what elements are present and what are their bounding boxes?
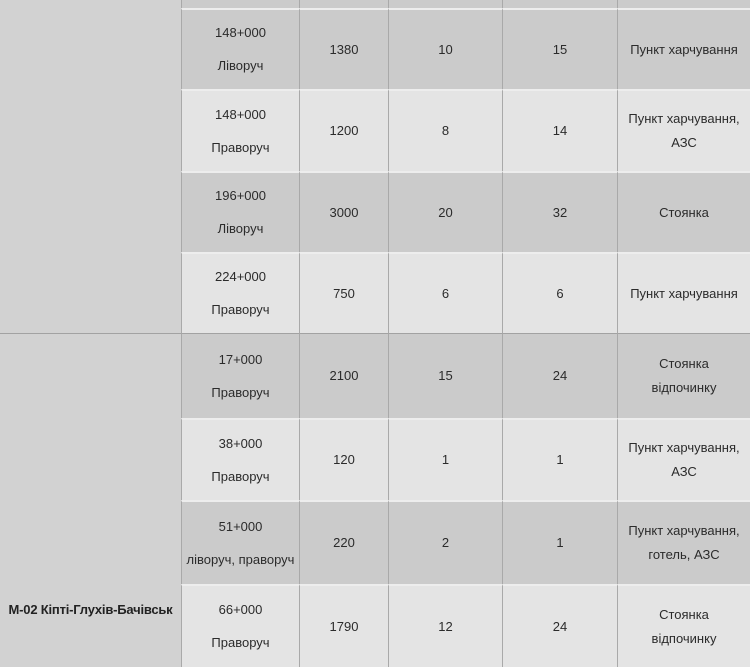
location-km: 224+000 [215, 269, 266, 284]
table-row-location [181, 418, 299, 500]
clipped-row-cell [181, 0, 299, 8]
table-row-location [181, 500, 299, 584]
road-cell-group-2: М-02 Кіпті-Глухів-Бачівськ [0, 333, 181, 667]
table-cell-n1: 120 [299, 418, 388, 500]
location-km: 148+000 [215, 106, 266, 122]
table-row-location [181, 89, 299, 171]
facility-line: Пункт харчування, [628, 440, 740, 455]
table-cell-n1: 750 [299, 252, 388, 333]
facility-line: АЗС [671, 464, 697, 479]
location-km: 66+000 [218, 602, 263, 617]
table-row-location [181, 171, 299, 252]
table-cell-n2: 8 [388, 89, 502, 171]
table-cell-facility [617, 584, 750, 667]
table-row-location [181, 584, 299, 667]
clipped-row-cell [617, 0, 750, 8]
location-side: Праворуч [211, 302, 270, 317]
table-cell-n1: 1790 [299, 584, 388, 667]
location-side: Праворуч [211, 635, 270, 650]
table-cell-facility [617, 89, 750, 171]
table-row-location [181, 252, 299, 333]
table-cell-n3: 6 [502, 252, 617, 333]
table-cell-n3: 1 [502, 500, 617, 584]
location-km: 51+000 [218, 518, 263, 534]
table-cell-n2: 6 [388, 252, 502, 333]
location-km: 196+000 [215, 188, 266, 203]
location-km: 148+000 [215, 25, 266, 40]
table-cell-facility [617, 171, 750, 252]
table-cell-facility [617, 252, 750, 333]
table-row-location [181, 333, 299, 418]
clipped-row-cell [388, 0, 502, 8]
facility-line: готель, АЗС [648, 547, 720, 562]
location-side: Праворуч [211, 139, 270, 155]
facility-line: АЗС [671, 135, 697, 150]
table-cell-n3: 24 [502, 584, 617, 667]
table-cell-facility [617, 8, 750, 89]
facility-line: Пункт харчування [630, 41, 738, 57]
road-cell-group-1 [0, 0, 181, 333]
table-cell-n3: 1 [502, 418, 617, 500]
facility-line: Стоянка [659, 204, 709, 220]
facility-line: Пункт харчування, [628, 111, 740, 126]
table-cell-n3: 32 [502, 171, 617, 252]
location-side: Праворуч [211, 468, 270, 484]
facility-line: відпочинку [651, 630, 717, 646]
table-cell-n3: 24 [502, 333, 617, 418]
table-cell-n1: 2100 [299, 333, 388, 418]
table-cell-n2: 1 [388, 418, 502, 500]
table-cell-facility [617, 418, 750, 500]
table-cell-facility [617, 333, 750, 418]
table-cell-n3: 14 [502, 89, 617, 171]
table-cell-n1: 1200 [299, 89, 388, 171]
table-cell-facility [617, 500, 750, 584]
table-cell-n2: 20 [388, 171, 502, 252]
location-side: Праворуч [211, 384, 270, 400]
location-side: Ліворуч [217, 221, 264, 236]
location-side: ліворуч, праворуч [186, 551, 295, 567]
facility-line: Пункт харчування, [628, 523, 740, 538]
facility-line: Стоянка [659, 606, 709, 622]
table-cell-n2: 10 [388, 8, 502, 89]
clipped-row-cell [299, 0, 388, 8]
table-cell-n2: 15 [388, 333, 502, 418]
facility-line: відпочинку [651, 380, 717, 395]
table-cell-n2: 12 [388, 584, 502, 667]
facility-line: Стоянка [659, 356, 709, 371]
table-cell-n2: 2 [388, 500, 502, 584]
table-cell-n1: 3000 [299, 171, 388, 252]
table-cell-n1: 220 [299, 500, 388, 584]
location-km: 38+000 [218, 435, 263, 451]
clipped-row-cell [502, 0, 617, 8]
table-row-location [181, 8, 299, 89]
location-km: 17+000 [218, 351, 263, 367]
table-cell-n3: 15 [502, 8, 617, 89]
facility-line: Пункт харчування [630, 285, 738, 301]
table-cell-n1: 1380 [299, 8, 388, 89]
location-side: Ліворуч [217, 58, 264, 73]
